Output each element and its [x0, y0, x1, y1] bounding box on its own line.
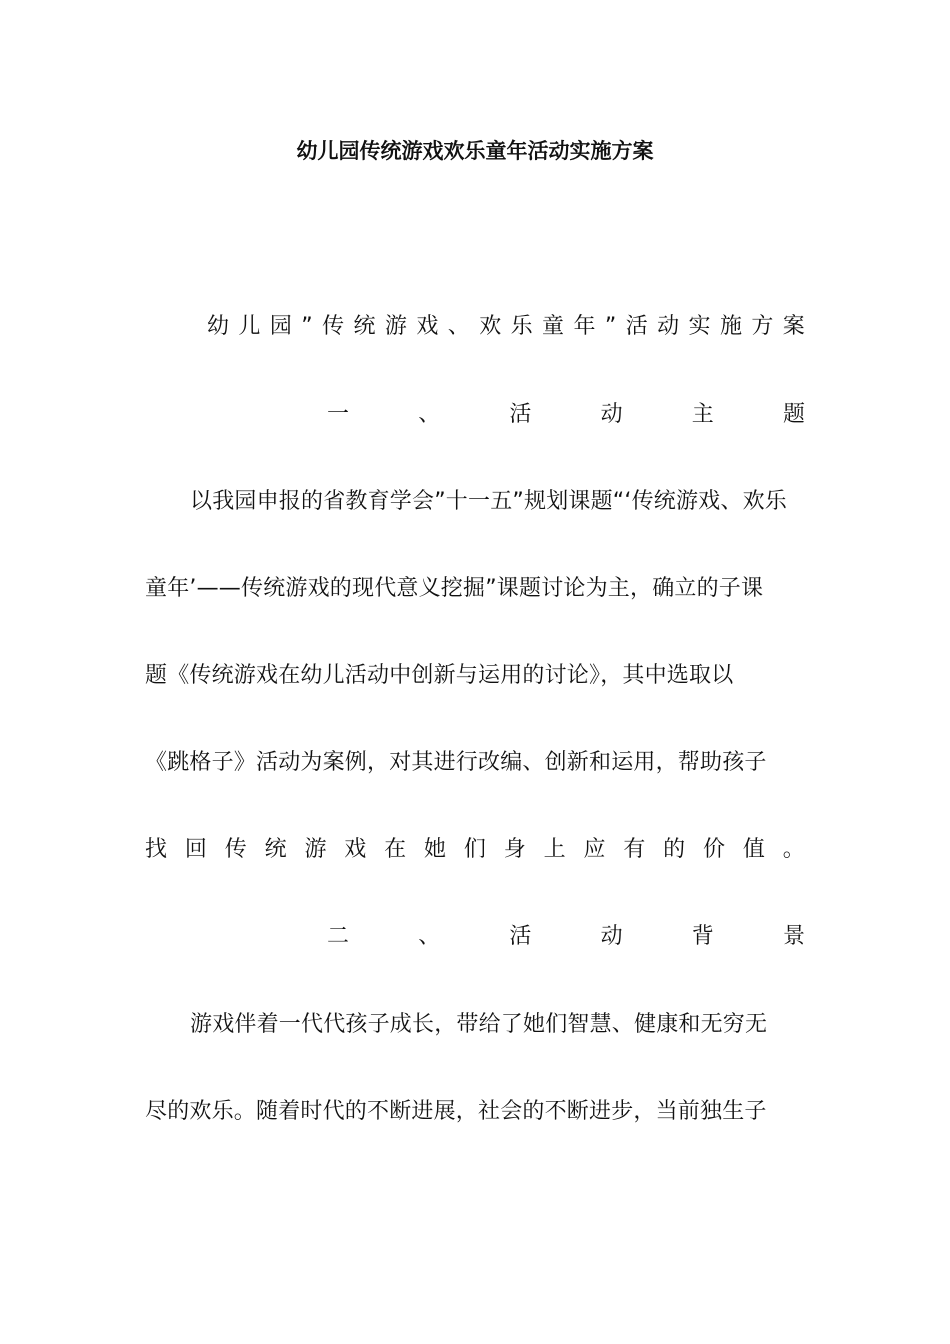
spread-char: 戏	[344, 837, 367, 862]
spread-char: 戏	[416, 314, 439, 339]
spread-char: 游	[384, 314, 407, 339]
spread-char: 找	[145, 837, 168, 862]
subtitle-line	[145, 307, 805, 347]
section1-heading	[327, 395, 805, 435]
spread-char: 回	[184, 837, 207, 862]
spread-char: 童	[542, 314, 565, 339]
spread-char: 值	[742, 837, 765, 862]
spread-char: 二	[327, 924, 350, 949]
spread-char: 景	[782, 924, 805, 949]
section1-paragraph-line-5	[145, 830, 805, 870]
spread-char: 动	[600, 924, 623, 949]
spread-char: 身	[503, 837, 526, 862]
spread-char: 、	[418, 402, 441, 427]
spread-char: 案	[782, 314, 805, 339]
section1-paragraph-line-1: 以我园申报的省教育学会”十一五”规划课题“‘传统游戏、欢乐	[190, 489, 787, 514]
section1-paragraph-line-4: 《跳格子》活动为案例，对其进行改编、创新和运用，帮助孩子	[145, 750, 767, 775]
spread-char: 、	[447, 314, 470, 339]
spread-char: 主	[691, 402, 714, 427]
spread-char: 上	[543, 837, 566, 862]
spread-char: 活	[625, 314, 648, 339]
spread-char: 的	[663, 837, 686, 862]
spread-char: 动	[600, 402, 623, 427]
spread-char: 统	[353, 314, 376, 339]
spread-char: 她	[424, 837, 447, 862]
spread-char: 动	[657, 314, 680, 339]
spread-char: 园	[269, 314, 292, 339]
spread-char: 题	[782, 402, 805, 427]
section1-paragraph-line-3: 题《传统游戏在幼儿活动中创新与运用的讨论》，其中选取以	[145, 663, 734, 688]
spread-char: 活	[509, 924, 532, 949]
section2-paragraph-line-1: 游戏伴着一代代孩子成长，带给了她们智慧、健康和无穷无	[190, 1012, 768, 1037]
spread-char: 。	[782, 837, 805, 862]
spread-char: 们	[463, 837, 486, 862]
spread-char: 一	[327, 402, 350, 427]
spread-char: 价	[703, 837, 726, 862]
spread-char: 传	[322, 314, 345, 339]
spread-char: 方	[751, 314, 774, 339]
spread-char: 年	[573, 314, 596, 339]
spread-char: 、	[418, 924, 441, 949]
spread-char: 实	[688, 314, 711, 339]
section2-heading	[327, 917, 805, 957]
section1-paragraph-line-2: 童年’——传统游戏的现代意义挖掘”课题讨论为主，确立的子课	[145, 576, 764, 601]
spread-char: 儿	[238, 314, 261, 339]
spread-char: 施	[719, 314, 742, 339]
document-title: 幼儿园传统游戏欢乐童年活动实施方案	[296, 139, 654, 163]
spread-char: ”	[604, 314, 617, 339]
spread-char: 欢	[479, 314, 502, 339]
spread-char: 活	[509, 402, 532, 427]
spread-char: 乐	[510, 314, 533, 339]
spread-char: 传	[224, 837, 247, 862]
spread-char: ”	[301, 314, 313, 339]
spread-char: 幼	[207, 314, 230, 339]
section2-paragraph-line-2: 尽的欢乐。随着时代的不断进展，社会的不断进步，当前独生子	[145, 1099, 767, 1124]
spread-char: 在	[384, 837, 407, 862]
spread-char: 游	[304, 837, 327, 862]
spread-char: 应	[583, 837, 606, 862]
spread-char: 统	[264, 837, 287, 862]
spread-char: 有	[623, 837, 646, 862]
spread-char: 背	[691, 924, 714, 949]
